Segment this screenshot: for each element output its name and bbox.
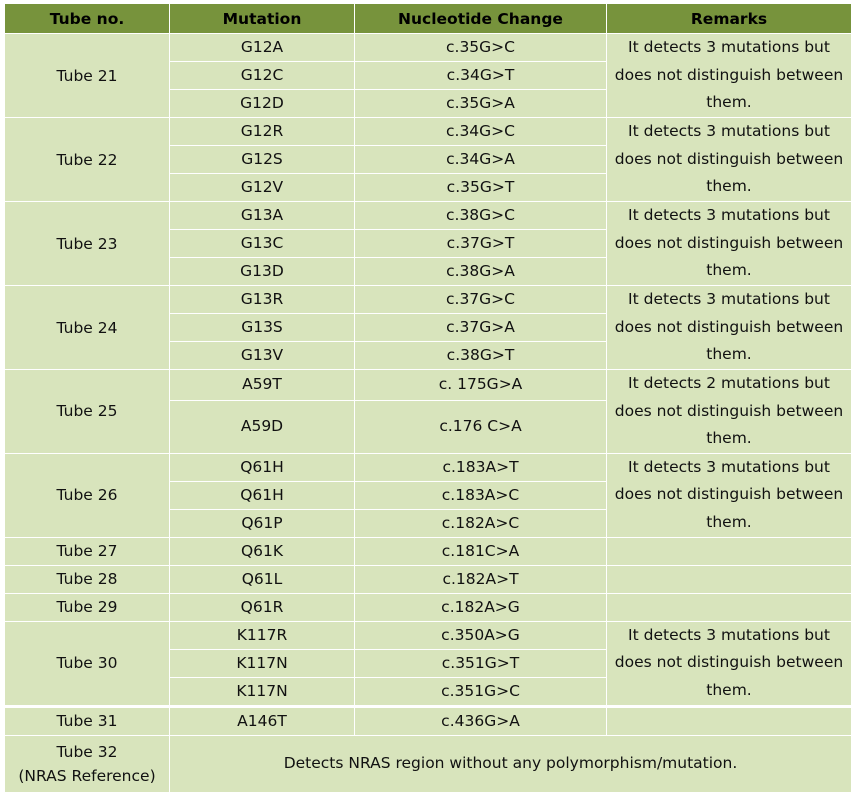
mutation-table-container [4, 3, 851, 793]
mutation-cell: A146T [170, 706, 355, 735]
mutation-cell: G12C [170, 62, 355, 90]
nucleotide-cell: c.38G>T [355, 342, 607, 370]
table-row [5, 118, 852, 146]
remark-cell [607, 565, 852, 593]
remark-cell [607, 706, 852, 735]
nucleotide-cell: c.182A>G [355, 593, 607, 621]
table-row [5, 34, 852, 62]
tube-cell: Tube 23 [5, 202, 170, 286]
nucleotide-cell: c.351G>C [355, 677, 607, 706]
nucleotide-cell: c.350A>G [355, 621, 607, 649]
mutation-cell: G13V [170, 342, 355, 370]
header-tube-no: Tube no. [5, 4, 170, 34]
remark-cell: It detects 3 mutations but does not distinguish between them. [607, 202, 852, 286]
nucleotide-cell: c.183A>T [355, 453, 607, 481]
nucleotide-cell: c.37G>T [355, 230, 607, 258]
mutation-table [4, 3, 852, 793]
remark-cell: It detects 3 mutations but does not distinguish between them. [607, 118, 852, 202]
nucleotide-cell: c. 175G>A [355, 370, 607, 401]
tube-cell: Tube 30 [5, 621, 170, 706]
nucleotide-cell: c.436G>A [355, 706, 607, 735]
remark-cell [607, 593, 852, 621]
table-row [5, 202, 852, 230]
table-row [5, 370, 852, 401]
mutation-cell: G12S [170, 146, 355, 174]
header-nucleotide-change: Nucleotide Change [355, 4, 607, 34]
reference-tube-sub: (NRAS Reference) [18, 766, 156, 785]
mutation-cell: G13R [170, 286, 355, 314]
nucleotide-cell: c.35G>T [355, 174, 607, 202]
nucleotide-cell: c.34G>C [355, 118, 607, 146]
nucleotide-cell: c.38G>A [355, 258, 607, 286]
nucleotide-cell: c.37G>A [355, 314, 607, 342]
nucleotide-cell: c.38G>C [355, 202, 607, 230]
tube-cell: Tube 27 [5, 537, 170, 565]
tube-cell: Tube 28 [5, 565, 170, 593]
mutation-cell: G12A [170, 34, 355, 62]
reference-tube-label: Tube 32 [56, 742, 118, 761]
nucleotide-cell: c.176 C>A [355, 400, 607, 453]
table-row [5, 621, 852, 649]
mutation-cell: K117N [170, 677, 355, 706]
mutation-cell: A59T [170, 370, 355, 401]
table-row [5, 706, 852, 735]
nucleotide-cell: c.35G>C [355, 34, 607, 62]
reference-description: Detects NRAS region without any polymorphism/mutation. [170, 735, 852, 792]
mutation-cell: G13D [170, 258, 355, 286]
header-row [5, 4, 852, 34]
nucleotide-cell: c.182A>C [355, 509, 607, 537]
tube-cell: Tube 25 [5, 370, 170, 454]
tube-cell: Tube 21 [5, 34, 170, 118]
mutation-cell: Q61K [170, 537, 355, 565]
table-row [5, 453, 852, 481]
tube-cell: Tube 31 [5, 706, 170, 735]
nucleotide-cell: c.351G>T [355, 649, 607, 677]
nucleotide-cell: c.35G>A [355, 90, 607, 118]
nucleotide-cell: c.182A>T [355, 565, 607, 593]
reference-tube-cell [5, 735, 170, 792]
reference-row [5, 735, 852, 792]
tube-cell: Tube 24 [5, 286, 170, 370]
mutation-cell: G13A [170, 202, 355, 230]
mutation-cell: A59D [170, 400, 355, 453]
remark-cell: It detects 3 mutations but does not distinguish between them. [607, 453, 852, 537]
nucleotide-cell: c.183A>C [355, 481, 607, 509]
table-row [5, 286, 852, 314]
table-row [5, 565, 852, 593]
mutation-cell: Q61P [170, 509, 355, 537]
nucleotide-cell: c.181C>A [355, 537, 607, 565]
tube-cell: Tube 29 [5, 593, 170, 621]
mutation-cell: G12R [170, 118, 355, 146]
mutation-cell: Q61R [170, 593, 355, 621]
mutation-cell: Q61H [170, 481, 355, 509]
table-row [5, 593, 852, 621]
remark-cell [607, 537, 852, 565]
tube-cell: Tube 26 [5, 453, 170, 537]
nucleotide-cell: c.34G>A [355, 146, 607, 174]
tube-cell: Tube 22 [5, 118, 170, 202]
mutation-cell: K117R [170, 621, 355, 649]
mutation-cell: G13C [170, 230, 355, 258]
remark-cell: It detects 3 mutations but does not distinguish between them. [607, 34, 852, 118]
mutation-cell: G12V [170, 174, 355, 202]
mutation-cell: Q61H [170, 453, 355, 481]
table-row [5, 537, 852, 565]
mutation-cell: G12D [170, 90, 355, 118]
mutation-cell: Q61L [170, 565, 355, 593]
remark-cell: It detects 3 mutations but does not distinguish between them. [607, 286, 852, 370]
remark-cell: It detects 3 mutations but does not distinguish between them. [607, 621, 852, 706]
nucleotide-cell: c.37G>C [355, 286, 607, 314]
remark-cell: It detects 2 mutations but does not distinguish between them. [607, 370, 852, 454]
mutation-cell: K117N [170, 649, 355, 677]
nucleotide-cell: c.34G>T [355, 62, 607, 90]
header-mutation: Mutation [170, 4, 355, 34]
mutation-cell: G13S [170, 314, 355, 342]
header-remarks: Remarks [607, 4, 852, 34]
